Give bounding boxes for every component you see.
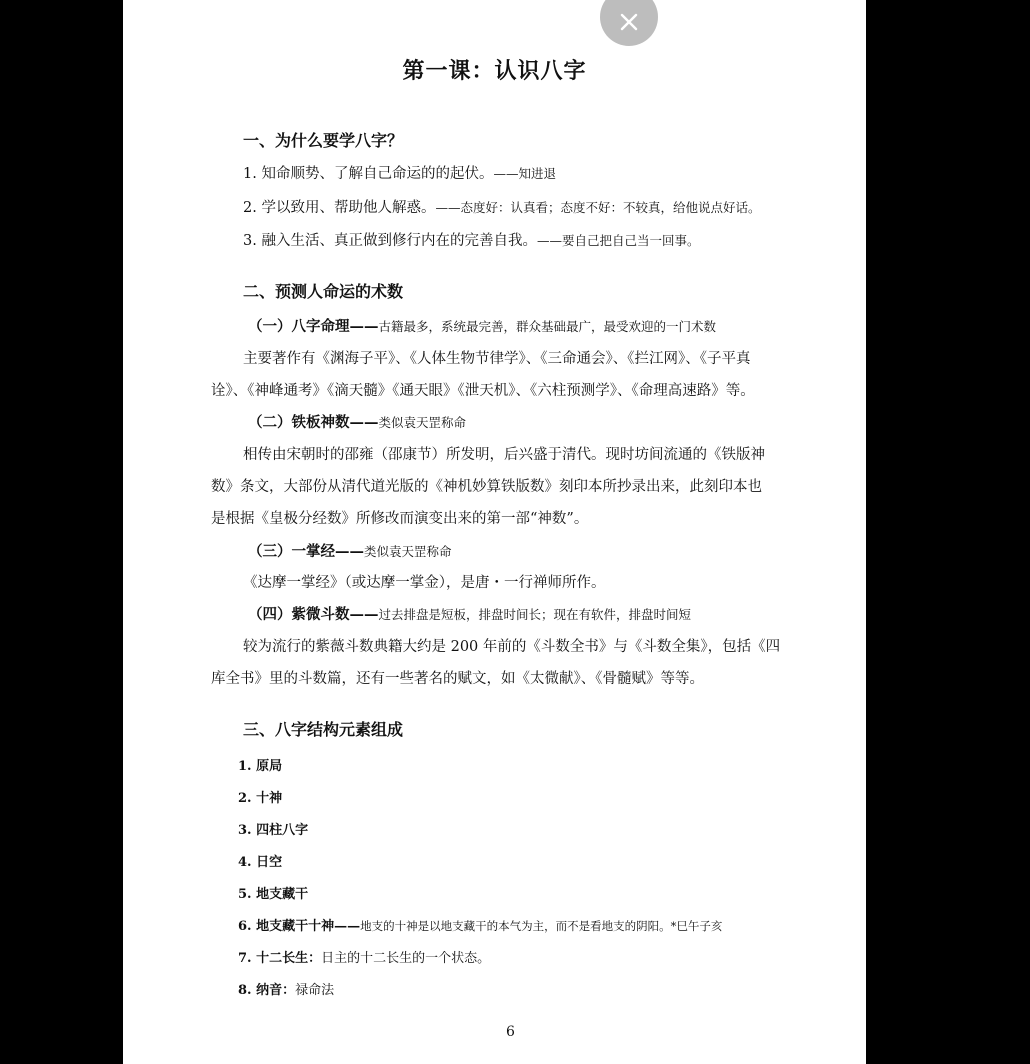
paragraph-line: 是根据《皇极分经数》所修改而演变出来的第一部“神数”。 [211, 511, 589, 527]
subsection-yizhangjing [248, 540, 452, 561]
list-item-note: 日主的十二长生的一个状态。 [321, 951, 491, 966]
list-item-label: 6. 地支藏干十神—— [238, 919, 361, 934]
paragraph-line: 主要著作有《渊海子平》、《人体生物节律学》、《三命通会》、《拦江网》、《子平真 [243, 351, 751, 367]
item-text: 2. 学以致用、帮助他人解惑。 [243, 200, 436, 216]
section3-heading: 三、八字结构元素组成 [243, 720, 404, 739]
close-button[interactable] [600, 0, 658, 46]
list-item [238, 851, 282, 870]
list-item [238, 979, 334, 998]
paragraph-line: 诠》、《神峰通考》《滴天髓》《通天眼》《泄天机》、《六柱预测学》、《命理高速路》等。 [211, 383, 755, 399]
paragraph-line: 较为流行的紫薇斗数典籍大约是 200 年前的《斗数全书》与《斗数全集》，包括《四 [243, 639, 781, 655]
section1-item-3 [243, 229, 699, 250]
list-item-label: 1. 原局 [238, 759, 283, 774]
item-note: ——知进退 [493, 166, 556, 181]
list-item [238, 787, 282, 806]
list-item-label: 3. 四柱八字 [238, 823, 309, 838]
subsection-label: （二）铁板神数—— [248, 414, 379, 431]
item-text: 1. 知命顺势、了解自己命运的的起伏。 [243, 166, 494, 182]
subsection-label: （四）紫微斗数—— [248, 606, 379, 623]
paragraph-line: 数》条文，大部份从清代道光版的《神机妙算铁版数》刻印本所抄录出来，此刻印本也 [211, 479, 762, 495]
section1-item-1 [243, 162, 556, 183]
list-item-label: 7. 十二长生： [238, 951, 322, 966]
subsection-note: 类似袁天罡称命 [364, 544, 452, 559]
page-number: 6 [506, 1024, 515, 1040]
item-note: ——要自己把自己当一回事。 [536, 233, 700, 248]
list-item [238, 883, 308, 902]
subsection-note: 过去排盘是短板，排盘时间长；现在有软件，排盘时间短 [378, 607, 692, 622]
page-title: 第一课：认识八字 [402, 59, 587, 84]
item-text: 3. 融入生活、真正做到修行内在的完善自我。 [243, 233, 537, 249]
list-item-label: 8. 纳音： [238, 983, 296, 998]
list-item-label: 2. 十神 [238, 791, 283, 806]
paragraph-line: 相传由宋朝时的邵雍（邵康节）所发明，后兴盛于清代。现时坊间流通的《铁版神 [243, 447, 765, 463]
subsection-note: 类似袁天罡称命 [378, 415, 467, 430]
item-note: ——态度好：认真看；态度不好：不较真，给他说点好话。 [435, 200, 761, 215]
subsection-tieban [248, 411, 466, 432]
paragraph-line: 《达摩一掌经》（或达摩一掌金），是唐・一行禅师所作。 [243, 575, 606, 591]
list-item-label: 4. 日空 [238, 855, 283, 870]
section1-item-2 [243, 196, 760, 217]
section1-heading: 一、为什么要学八字？ [243, 131, 404, 150]
subsection-label: （一）八字命理—— [248, 318, 379, 335]
list-item [238, 819, 308, 838]
paragraph-line: 库全书》里的斗数篇，还有一些著名的赋文，如《太微献》、《骨髓赋》等等。 [211, 671, 704, 687]
list-item [238, 755, 282, 774]
section2-heading: 二、预测人命运的术数 [243, 282, 404, 301]
subsection-ziwei [248, 603, 691, 624]
list-item [238, 915, 722, 934]
list-item-note: 地支的十神是以地支藏干的本气为主，而不是看地支的阴阳。*巳午子亥 [360, 919, 723, 933]
subsection-bazi [248, 315, 716, 336]
subsection-label: （三）一掌经—— [248, 543, 364, 560]
list-item-label: 5. 地支藏干 [238, 887, 309, 902]
close-icon [619, 12, 639, 32]
document-page [123, 0, 866, 1064]
subsection-note: 古籍最多，系统最完善，群众基础最广，最受欢迎的一门术数 [378, 319, 717, 334]
list-item-note: 禄命法 [295, 983, 335, 998]
list-item [238, 947, 490, 966]
